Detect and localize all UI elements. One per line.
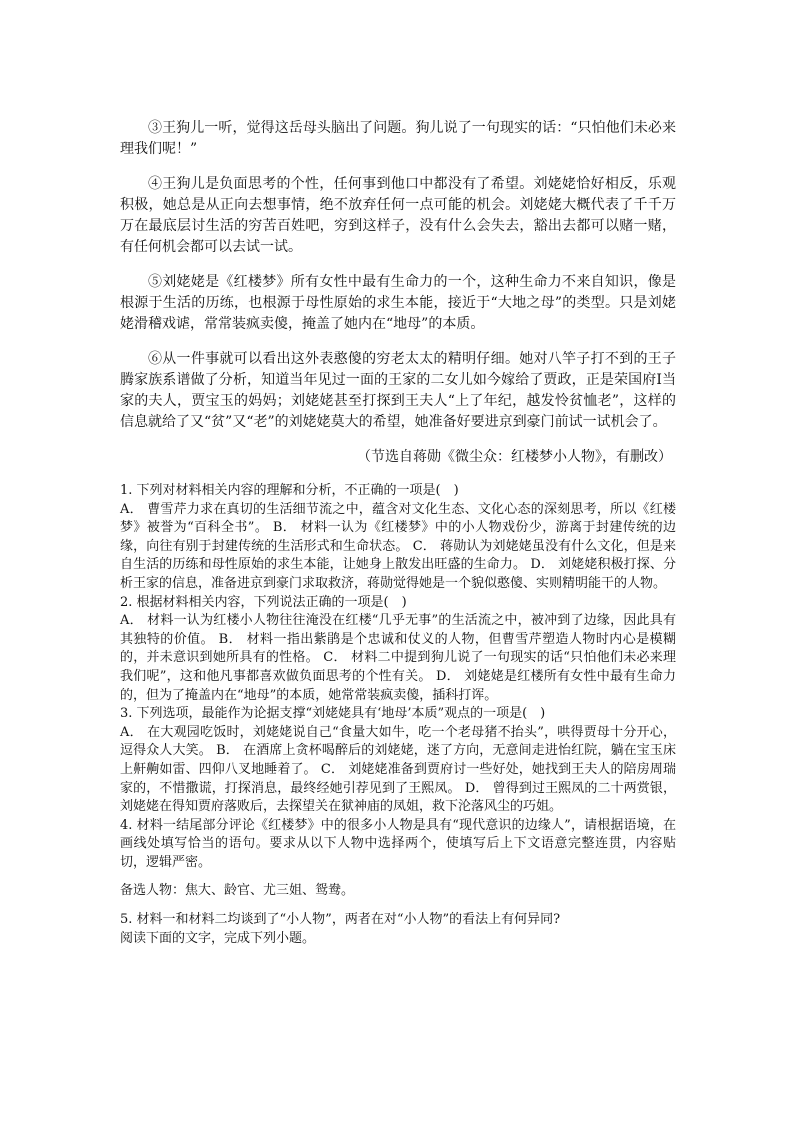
- question-1-options: A． 曹雪芹力求在真切的生活细节流之中，蕴含对文化生态、文化心态的深刻思考，所以《红楼梦》被誉为“百科全书”。 B． 材料一认为《红楼梦》中的小人物戏份少，游离于封建传统的边缘，向往有别于封建传统的生活形式和生命状态。 C． 蒋勋认为刘姥姥虽没有什么文化，但是来自生活的历练和母性原始的求生本能，让她身上散发出旺盛的生命力。 D． 刘姥姥积极打探、分析王家的信息，准备进京到豪门求取救济，蒋勋觉得她是一个貌似憨傻、实则精明能干的人物。: [120, 501, 676, 591]
- question-4-stem: 4. 材料一结尾部分评论《红楼梦》中的很多小人物是具有“现代意识的边缘人”，请根据语境，在画线处填写恰当的语句。要求从以下人物中选择两个，使填写后上下文语意完整连贯，内容贴切，逻辑严密。: [120, 817, 676, 870]
- passage-source: （节选自蒋勋《微尘众：红楼梦小人物》，有删改）: [357, 449, 672, 465]
- passage-paragraph-4: ④王狗儿是负面思考的个性，任何事到他口中都没有了希望。刘姥姥恰好相反，乐观积极，她总是从正向去想事情，绝不放弃任何一点可能的机会。刘姥姥大概代表了千千万万在最底层讨生活的穷苦百姓吧，穷到这样子，没有什么会失去，豁出去都可以赌一赌，有任何机会都可以去试一试。: [120, 176, 676, 255]
- question-3-stem: 3. 下列选项，最能作为论据支撑“刘姥姥具有‘地母’本质”观点的一项是( ): [120, 706, 546, 722]
- question-4-candidates: 备选人物：焦大、龄官、尤三姐、鸳鸯。: [120, 883, 355, 899]
- question-5-stem: 5. 材料一和材料二均谈到了“小人物”，两者在对“小人物”的看法上有何异同?: [120, 912, 561, 928]
- document-page: [120, 118, 676, 948]
- question-2-stem: 2. 根据材料相关内容，下列说法正确的一项是( ): [120, 594, 407, 610]
- reading-instruction: 阅读下面的文字，完成下列小题。: [120, 930, 316, 946]
- question-2-options: A． 材料一认为红楼小人物往往淹没在红楼“几乎无事”的生活流之中，被冲到了边缘，因此具有其独特的价值。 B． 材料一指出紫鹃是个忠诚和仗义的人物，但曹雪芹塑造人物时内心是模糊的，并未意识到她所具有的性格。 C． 材料二中提到狗儿说了一句现实的话“只怕他们未必来理我们呢”，这和他凡事都喜欢做负面思考的个性有关。 D． 刘姥姥是红楼所有女性中最有生命力的，但为了掩盖内在“地母”的本质，她常常装疯卖傻，插科打诨。: [120, 613, 676, 703]
- question-3-options: A． 在大观园吃饭时，刘姥姥说自己“食量大如牛，吃一个老母猪不抬头”，哄得贾母十分开心，逗得众人大笑。 B． 在酒席上贪杯喝醉后的刘姥姥，迷了方向，无意间走进怡红院，躺在宝玉床上鼾齁如雷、四仰八叉地睡着了。 C． 刘姥姥准备到贾府讨一些好处，她找到王夫人的陪房周瑞家的，不惜撒谎，打探消息，最终经她引荐见到了王熙凤。 D． 曾得到过王熙凤的二十两赏银，刘姥姥在得知贾府落败后，去探望关在狱神庙的凤姐，救下沦落风尘的巧姐。: [120, 724, 676, 815]
- passage-paragraph-6: ⑥从一件事就可以看出这外表憨傻的穷老太太的精明仔细。她对八竿子打不到的王子腾家族系谱做了分析，知道当年见过一面的王家的二女儿如今嫁给了贾政，正是荣国府Ⅰ当家的夫人，贾宝玉的妈妈；刘姥姥甚至打探到王夫人“上了年纪，越发怜贫恤老”，这样的信息就给了又“贫”又“老”的刘姥姥莫大的希望，她准备好要进京到豪门前试一试机会了。: [120, 351, 676, 430]
- passage-paragraph-3: ③王狗儿一听，觉得这岳母头脑出了问题。狗儿说了一句现实的话：“只怕他们未必来理我们呢！”: [120, 120, 676, 157]
- passage-paragraph-5: ⑤刘姥姥是《红楼梦》所有女性中最有生命力的一个，这种生命力不来自知识，像是根源于生活的历练，也根源于母性原始的求生本能，接近于“大地之母”的类型。只是刘姥姥滑稽戏谑，常常装疯卖傻，掩盖了她内在“地母”的本质。: [120, 274, 676, 332]
- question-1-stem: 1. 下列对材料相关内容的理解和分析，不正确的一项是( ): [120, 483, 459, 498]
